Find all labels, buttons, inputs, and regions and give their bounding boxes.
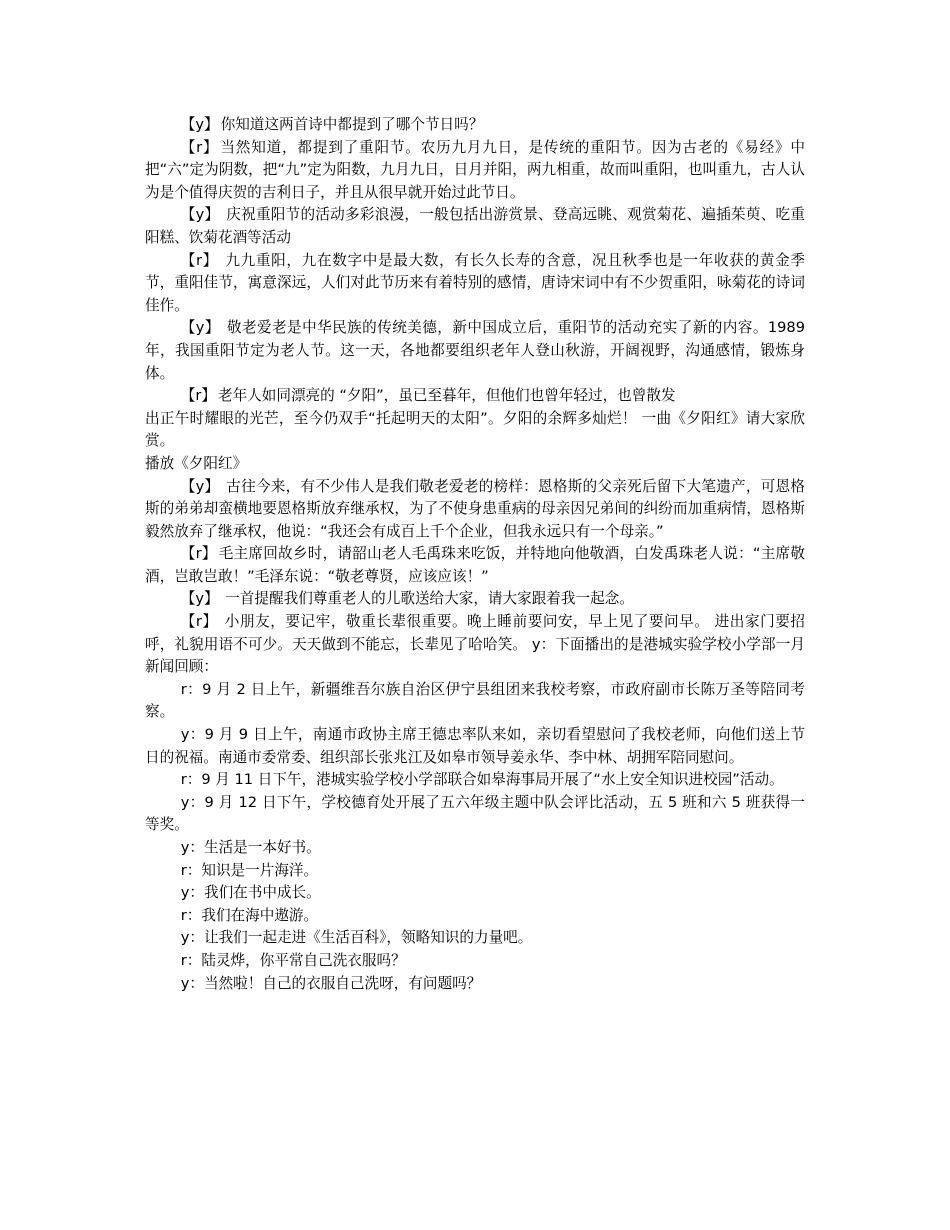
paragraph bbox=[145, 588, 805, 611]
paragraph-text: r：9 月 11 日下午，港城实验学校小学部联合如皋海事局开展了“水上安全知识进校园”活动。 bbox=[180, 771, 784, 789]
paragraph-text: y：9 月 12 日下午，学校德育处开展了五六年级主题中队会评比活动，五 5 班和六 5 班获得一等奖。 bbox=[145, 793, 805, 834]
paragraph-text: y：生活是一本好书。 bbox=[180, 839, 321, 856]
dialogue-line bbox=[145, 927, 805, 950]
dialogue-line bbox=[145, 837, 805, 860]
paragraph-text: 当然知道，都提到了重阳节。农历九月九日，是传统的重阳节。因为古老的《易经》中把“六”定为阴数，把“九”定为阳数，九月九日，日月并阳，两九相重，故而叫重阳，也叫重九，古人认为是个值得庆贺的吉利日子，并且从很早就开始过此节日。 bbox=[145, 138, 805, 201]
paragraph bbox=[145, 250, 805, 318]
dialogue-line bbox=[145, 950, 805, 973]
news-item bbox=[145, 792, 805, 837]
paragraph-text: r：陆灵烨，你平常自己洗衣服吗？ bbox=[180, 951, 406, 969]
paragraph-text: 庆祝重阳节的活动多彩浪漫，一般包括出游赏景、登高远眺、观赏菊花、遍插茱萸、吃重阳糕、饮菊花酒等活动 bbox=[145, 206, 805, 246]
paragraph-text: y：当然啦！自己的衣服自己洗呀，有问题吗？ bbox=[180, 974, 482, 992]
paragraph-text: y：我们在书中成长。 bbox=[180, 884, 321, 902]
paragraph-text: r：9 月 2 日上午，新疆维吾尔族自治区伊宁县组团来我校考察，市政府副市长陈万圣等陪同考察。 bbox=[145, 680, 805, 721]
paragraph-text: 一首提醒我们尊重老人的儿歌送给大家，请大家跟着我一起念。 bbox=[220, 590, 634, 608]
speaker-tag: 【y】 bbox=[180, 319, 220, 337]
paragraph-text: 你知道这两首诗中都提到了哪个节日吗？ bbox=[220, 116, 484, 133]
news-item bbox=[145, 679, 805, 724]
paragraph bbox=[145, 408, 805, 453]
speaker-tag: 【y】 bbox=[180, 590, 219, 608]
speaker-tag: 【r】 bbox=[180, 251, 218, 269]
speaker-tag: 【r】 bbox=[180, 545, 217, 563]
paragraph-text: 小朋友，要记牢，敬重长辈很重要。晚上睡前要问安，早上见了要问早。 进出家门要招呼，礼貌用语不可少。天天做到不能忘，长辈见了哈哈笑。 y：下面播出的是港城实验学校小学部一月新闻回顾： bbox=[145, 613, 805, 676]
paragraph bbox=[145, 453, 805, 476]
paragraph bbox=[145, 317, 805, 385]
paragraph-text: 老年人如同漂亮的 “夕阳”，虽已至暮年，但他们也曾年轻过，也曾散发 bbox=[217, 387, 676, 405]
paragraph-text: 九九重阳，九在数字中是最大数，有长久长寿的含意，况且秋季也是一年收获的黄金季节，重阳佳节，寓意深远，人们对此节历来有着特别的感情，唐诗宋词中有不少贺重阳，咏菊花的诗词佳作。 bbox=[145, 251, 805, 314]
speaker-tag: 【y】 bbox=[180, 477, 220, 495]
paragraph bbox=[145, 385, 805, 408]
paragraph-text: y：让我们一起走进《生活百科》，领略知识的力量吧。 bbox=[180, 929, 533, 947]
paragraph-text: y：9 月 9 日上午，南通市政协主席王德忠率队来如，亲切看望慰问了我校老师，向他们送上节日的祝福。南通市委常委、组织部长张兆江及如皋市领导姜永华、李中林、胡拥军陪同慰问。 bbox=[145, 726, 805, 766]
paragraph-text: 出正午时耀眼的光芒，至今仍双手“托起明天的太阳”。夕阳的余辉多灿烂！ 一曲《夕阳红》请大家欣赏。 bbox=[145, 409, 805, 450]
paragraph bbox=[145, 137, 805, 205]
speaker-tag: 【y】 bbox=[180, 206, 220, 224]
paragraph-text: r：我们在海中遨游。 bbox=[180, 906, 319, 924]
news-item bbox=[145, 769, 805, 792]
paragraph bbox=[145, 476, 805, 544]
news-item bbox=[145, 724, 805, 769]
paragraph-text: 播放《夕阳红》 bbox=[145, 454, 248, 472]
dialogue-line bbox=[145, 860, 805, 883]
paragraph-text: 古往今来，有不少伟人是我们敬老爱老的榜样：恩格斯的父亲死后留下大笔遗产，可恩格斯的弟弟却蛮横地要恩格斯放弃继承权，为了不使身患重病的母亲因兄弟间的纠纷而加重病情，恩格斯毅然放弃了继承权，他说：“我还会有成百上千个企业，但我永远只有一个母亲。” bbox=[145, 477, 805, 540]
paragraph bbox=[145, 114, 805, 137]
paragraph-text: r：知识是一片海洋。 bbox=[180, 861, 319, 879]
speaker-tag: 【r】 bbox=[180, 138, 219, 156]
paragraph bbox=[145, 204, 805, 249]
dialogue-line bbox=[145, 882, 805, 905]
paragraph-text: 敬老爱老是中华民族的传统美德，新中国成立后，重阳节的活动充实了新的内容。1989 年，我国重阳节定为老人节。这一天，各地都要组织老年人登山秋游，开阔视野，沟通感情，锻炼身体。 bbox=[145, 319, 805, 382]
speaker-tag: 【y】 bbox=[180, 116, 219, 133]
paragraph bbox=[145, 543, 805, 588]
document-body bbox=[145, 114, 805, 995]
dialogue-line bbox=[145, 905, 805, 928]
speaker-tag: 【r】 bbox=[180, 387, 216, 405]
paragraph bbox=[145, 611, 805, 679]
dialogue-line bbox=[145, 973, 805, 996]
speaker-tag: 【r】 bbox=[180, 613, 218, 631]
paragraph-text: 毛主席回故乡时，请韶山老人毛禹珠来吃饭，并特地向他敬酒，白发禹珠老人说：“主席敬酒，岂敢岂敢！”毛泽东说：“敬老尊贤，应该应该！” bbox=[145, 545, 805, 585]
